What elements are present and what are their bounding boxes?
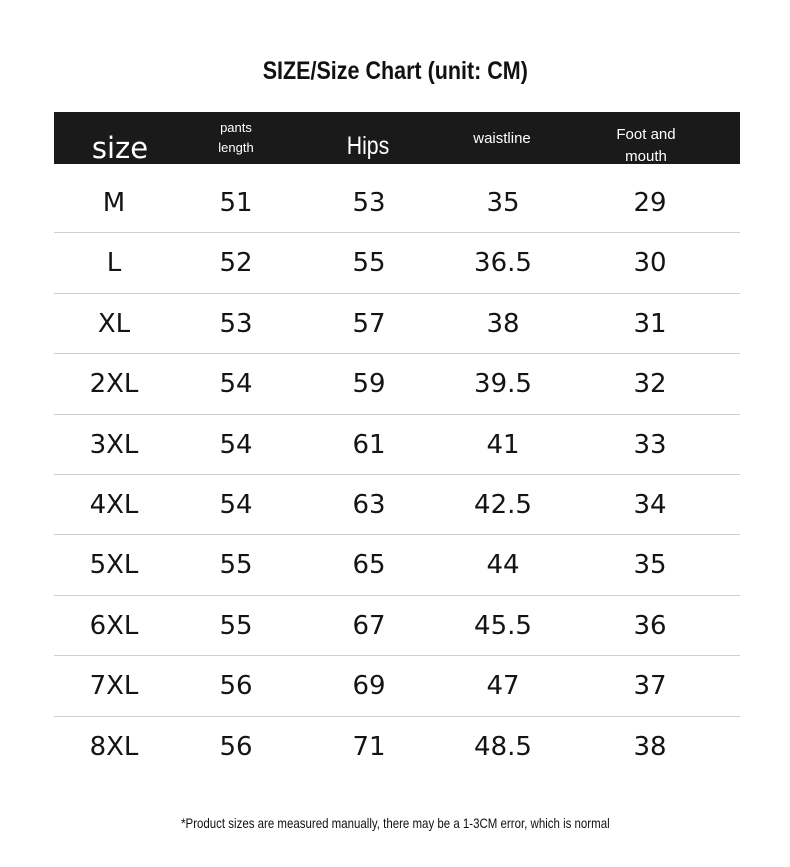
table-row [54, 717, 740, 777]
cell-size: 5XL [89, 550, 139, 581]
cell-size: 6XL [89, 610, 139, 641]
table-header [54, 112, 740, 164]
cell-waistline: 48.5 [474, 731, 532, 762]
cell-pants-length: 54 [219, 369, 253, 400]
cell-hips: 57 [352, 308, 386, 339]
cell-foot-mouth: 31 [633, 308, 667, 339]
cell-foot-mouth: 32 [633, 369, 667, 400]
cell-waistline: 47 [486, 671, 520, 702]
cell-size: 8XL [89, 731, 139, 762]
table-row [54, 475, 740, 535]
cell-hips: 53 [352, 188, 386, 218]
header-foot-mouth-line2: mouth [625, 148, 667, 165]
table-row [54, 294, 740, 354]
cell-hips: 71 [352, 731, 386, 762]
cell-pants-length: 56 [219, 731, 253, 762]
table-row [54, 354, 740, 414]
cell-foot-mouth: 36 [633, 610, 667, 641]
header-foot-mouth-line1: Foot and [616, 126, 676, 143]
header-pants-length [184, 112, 288, 164]
cell-pants-length: 55 [219, 610, 253, 641]
cell-foot-mouth: 29 [633, 188, 667, 218]
cell-foot-mouth: 33 [633, 429, 667, 460]
cell-foot-mouth: 35 [633, 550, 667, 581]
cell-pants-length: 51 [219, 188, 253, 218]
cell-hips: 55 [352, 248, 386, 279]
cell-waistline: 39.5 [474, 369, 532, 400]
cell-pants-length: 55 [219, 550, 253, 581]
table-row [54, 233, 740, 293]
cell-size: M [102, 188, 126, 218]
cell-waistline: 38 [486, 308, 520, 339]
cell-waistline: 42.5 [474, 489, 532, 520]
cell-pants-length: 56 [219, 671, 253, 702]
cell-foot-mouth: 30 [633, 248, 667, 279]
header-waistline: waistline [473, 129, 531, 147]
measurement-footnote: *Product sizes are measured manually, there may be a 1-3CM error, which is normal [181, 815, 610, 831]
cell-hips: 67 [352, 610, 386, 641]
cell-size: L [106, 248, 122, 279]
cell-pants-length: 52 [219, 248, 253, 279]
cell-hips: 63 [352, 489, 386, 520]
cell-pants-length: 54 [219, 489, 253, 520]
header-foot-mouth [594, 112, 698, 164]
header-pants-length-line1: pants [220, 120, 252, 135]
cell-hips: 65 [352, 550, 386, 581]
header-hips: Hips [346, 131, 390, 160]
table-row [54, 415, 740, 475]
cell-size: 2XL [89, 369, 139, 400]
cell-waistline: 36.5 [474, 248, 532, 279]
cell-foot-mouth: 34 [633, 489, 667, 520]
cell-waistline: 35 [486, 188, 520, 218]
cell-pants-length: 53 [219, 308, 253, 339]
header-pants-length-line2: length [218, 140, 254, 155]
cell-foot-mouth: 38 [633, 731, 667, 762]
cell-waistline: 41 [486, 429, 520, 460]
header-size: size [91, 131, 149, 165]
cell-waistline: 44 [486, 550, 520, 581]
size-table-body [54, 173, 740, 777]
cell-size: 3XL [89, 429, 139, 460]
table-row [54, 656, 740, 716]
chart-title: SIZE/Size Chart (unit: CM) [262, 57, 528, 85]
cell-foot-mouth: 37 [633, 671, 667, 702]
table-row [54, 535, 740, 595]
cell-hips: 59 [352, 369, 386, 400]
table-row [54, 596, 740, 656]
cell-hips: 69 [352, 671, 386, 702]
cell-pants-length: 54 [219, 429, 253, 460]
cell-waistline: 45.5 [474, 610, 532, 641]
cell-size: 4XL [89, 489, 139, 520]
cell-hips: 61 [352, 429, 386, 460]
cell-size: XL [97, 308, 131, 339]
cell-size: 7XL [89, 671, 139, 702]
table-row [54, 173, 740, 233]
